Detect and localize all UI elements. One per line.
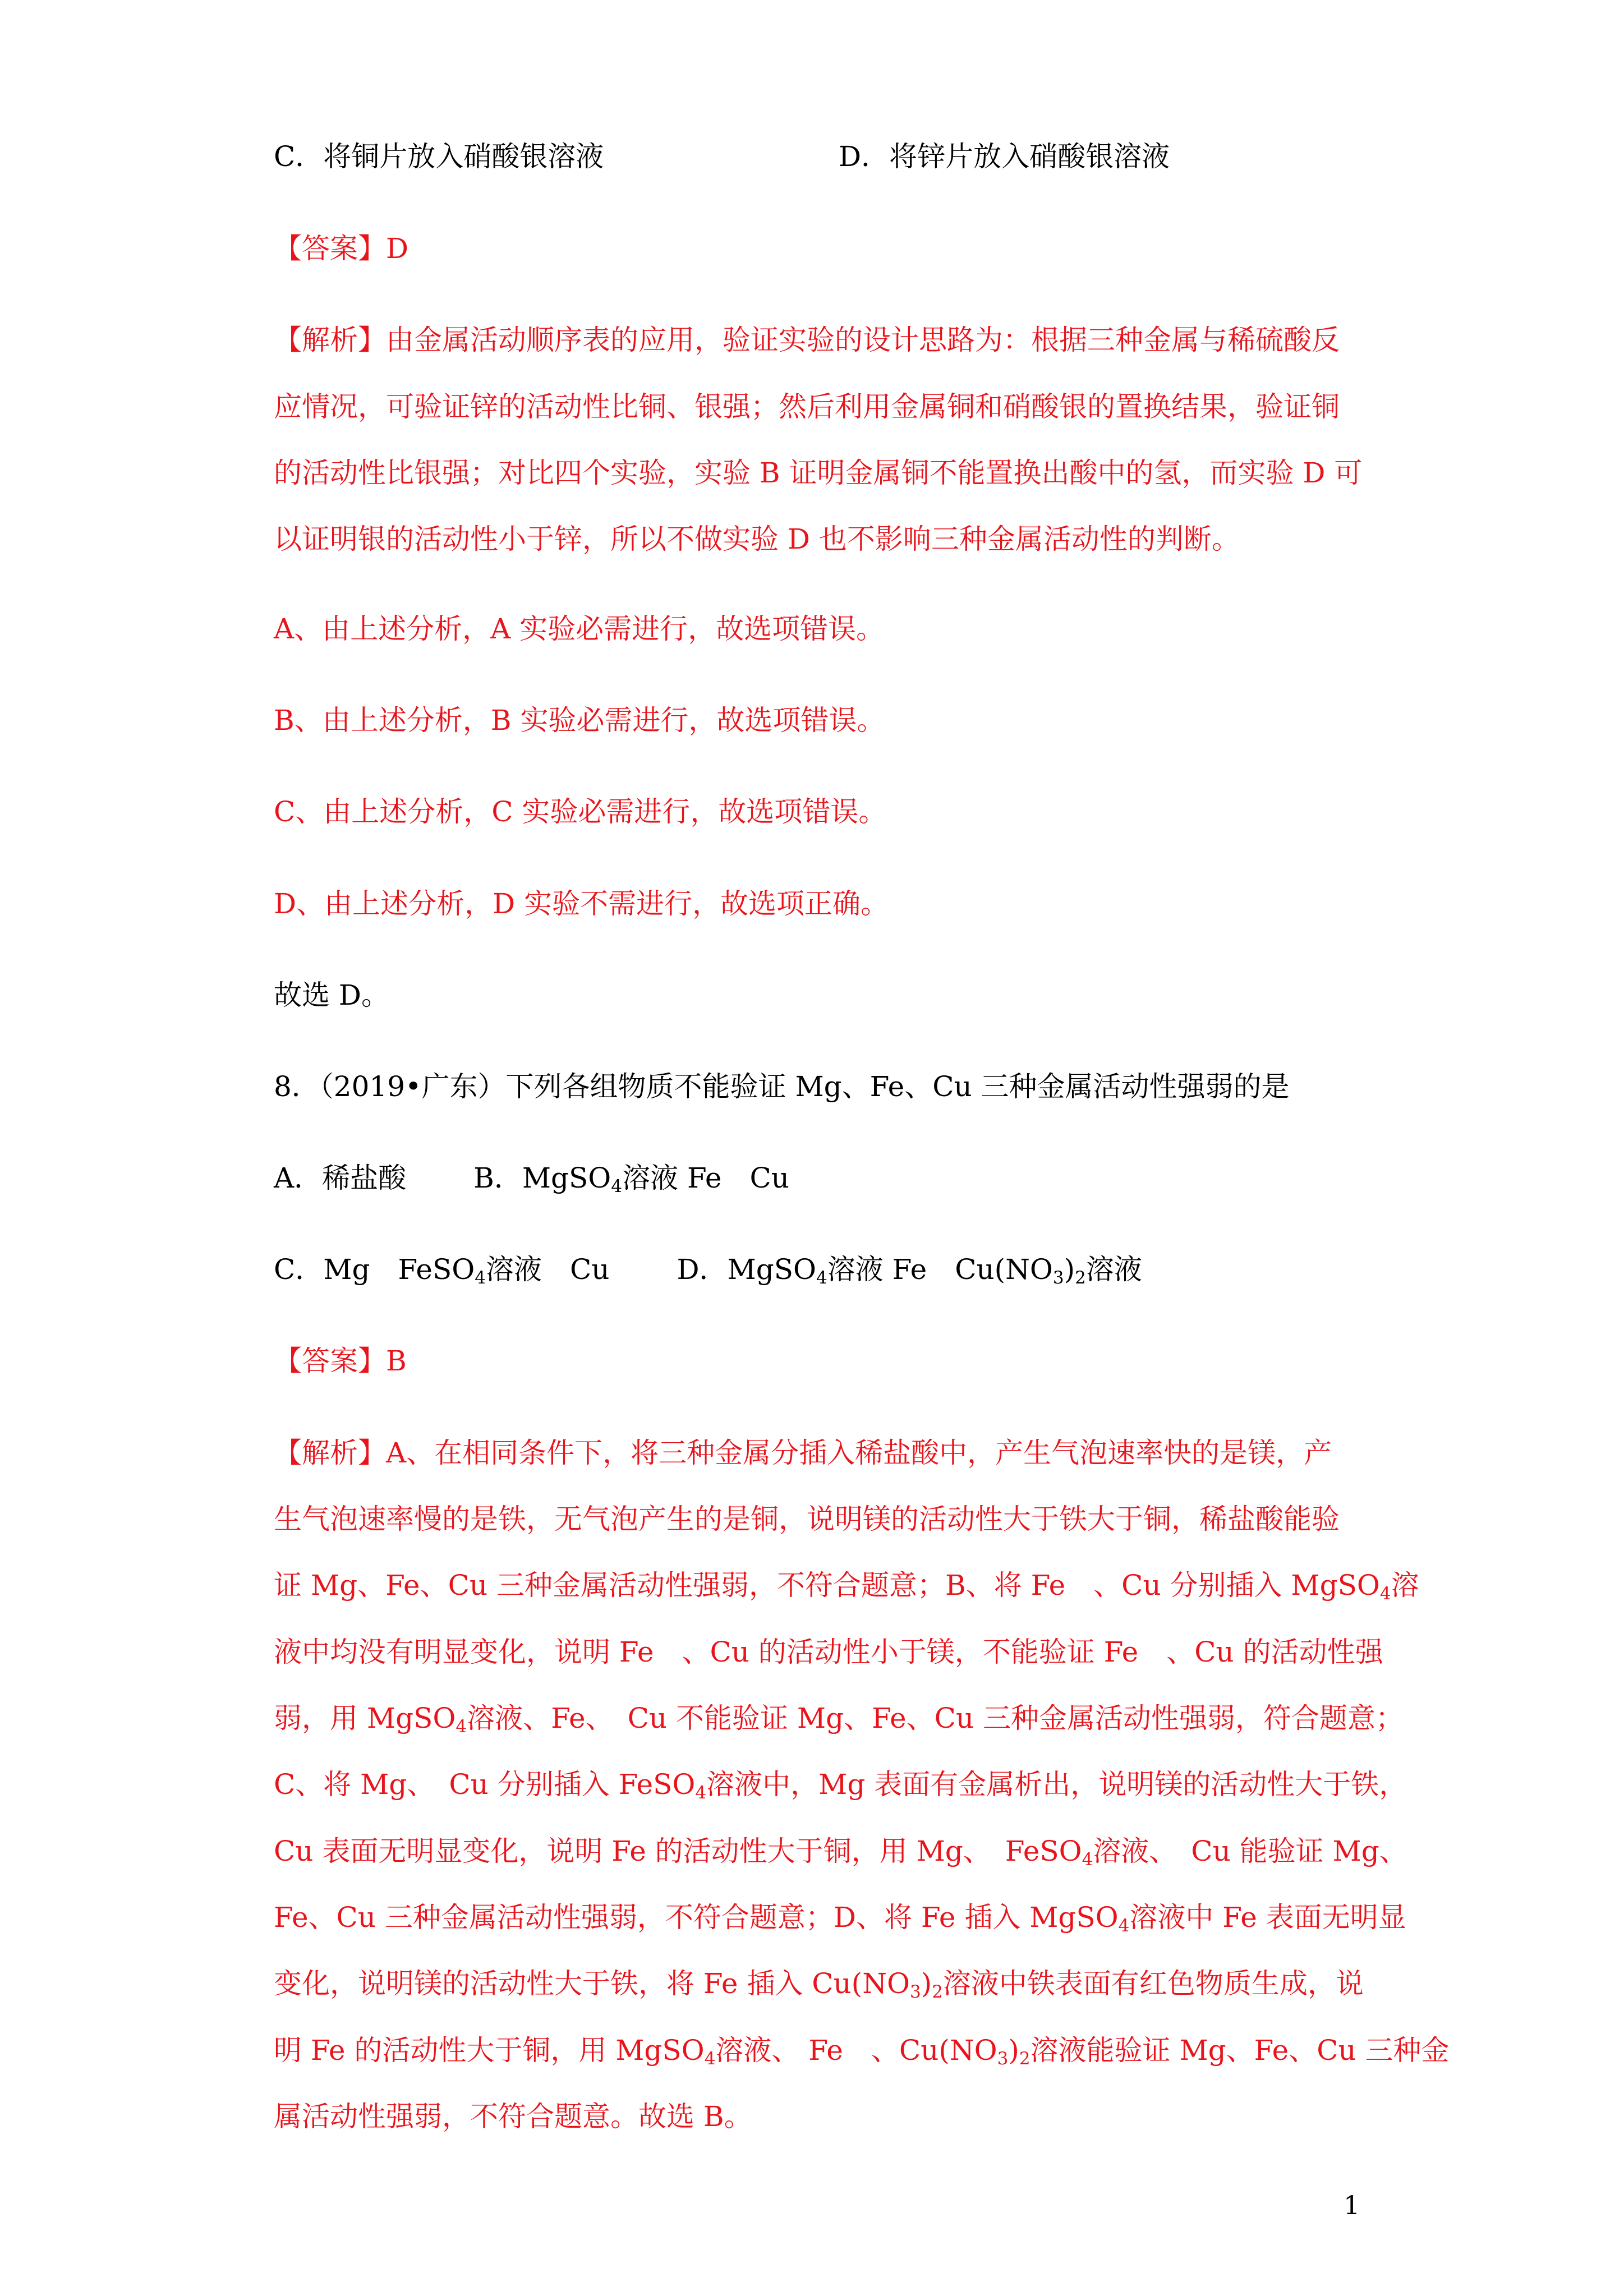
answer-bracket: 【答案】: [274, 1345, 386, 1377]
analysis-q8-line-9: 变化，说明镁的活动性大于铁，将 Fe 插入 $Cu(NO_3)_2$溶液中铁表面有红色物质生成，说: [274, 1967, 1364, 2002]
option-b-q8: B．MgSO$_4$溶液 Fe Cu: [473, 1162, 789, 1197]
option-d-q7: D．将锌片放入硝酸银溶液: [839, 140, 1170, 173]
answer-q7: [274, 234, 408, 263]
option-a-q8: A．稀盐酸: [274, 1162, 407, 1194]
analysis-tag: 【解析】: [274, 324, 386, 356]
question-8-options-ab: [274, 1162, 789, 1197]
option-d-q8: D．MgSO$_4$溶液 Fe $Cu(NO_3)_2$溶液: [677, 1253, 1142, 1288]
answer-q8: [274, 1347, 407, 1375]
analysis-q7-item-c: C、由上述分析，C 实验必需进行，故选项错误。: [274, 795, 887, 828]
analysis-q7-item-a: A、由上述分析，A 实验必需进行，故选项错误。: [274, 613, 885, 645]
analysis-q8-line-7: Cu 表面无明显变化，说明 Fe 的活动性大于铜，用 Mg、 FeSO$_4$溶液、 Cu 能验证 Mg、: [274, 1835, 1407, 1870]
answer-value: D: [386, 232, 409, 265]
question-8-options-cd: [274, 1253, 1142, 1288]
answer-value: B: [386, 1345, 407, 1377]
analysis-tag: 【解析】: [274, 1437, 386, 1469]
option-c-q7: C．将铜片放入硝酸银溶液: [274, 140, 604, 173]
option-c-q8: C．Mg FeSO$_4$溶液 Cu: [274, 1253, 610, 1288]
analysis-q7-line-1: [274, 326, 1340, 354]
analysis-q8-line-10: 明 Fe 的活动性大于铜，用 MgSO$_4$溶液、 Fe 、$Cu(NO_3)_2$溶液能验证 Mg、Fe、Cu 三种金: [274, 2034, 1450, 2069]
answer-bracket: 【答案】: [274, 232, 386, 265]
analysis-q8-line-1: 【解析】A、在相同条件下，将三种金属分插入稀盐酸中，产生气泡速率快的是镁，产: [274, 1437, 1332, 1469]
analysis-q7-line-2: 应情况，可验证锌的活动性比铜、银强；然后利用金属铜和硝酸银的置换结果，验证铜: [274, 390, 1340, 423]
analysis-q7-line-3: 的活动性比银强；对比四个实验，实验 B 证明金属铜不能置换出酸中的氢，而实验 D 可: [274, 457, 1363, 489]
analysis-q7-item-b: B、由上述分析，B 实验必需进行，故选项错误。: [274, 704, 885, 737]
page-number: 1: [1344, 2190, 1360, 2220]
analysis-q7-item-d: D、由上述分析，D 实验不需进行，故选项正确。: [274, 887, 889, 920]
analysis-q8-line-8: Fe、Cu 三种金属活动性强弱，不符合题意；D、将 Fe 插入 MgSO$_4$溶液中 Fe 表面无明显: [274, 1901, 1406, 1936]
analysis-q8-line-4: 液中均没有明显变化，说明 Fe 、Cu 的活动性小于镁，不能验证 Fe 、Cu 的活动性强: [274, 1636, 1383, 1668]
analysis-text: 由金属活动顺序表的应用，验证实验的设计思路为：根据三种金属与稀硫酸反: [386, 324, 1340, 356]
analysis-q7-conclusion: 故选 D。: [274, 979, 389, 1011]
analysis-q8-line-6: C、将 Mg、 Cu 分别插入 FeSO$_4$溶液中，Mg 表面有金属析出，说明镁的活动性大于铁，: [274, 1768, 1407, 1803]
analysis-q8-line-5: 弱，用 MgSO$_4$溶液、Fe、 Cu 不能验证 Mg、Fe、Cu 三种金属活动性强弱，符合题意；: [274, 1702, 1404, 1737]
analysis-q8-line-2: 生气泡速率慢的是铁，无气泡产生的是铜，说明镁的活动性大于铁大于铜，稀盐酸能验: [274, 1503, 1340, 1535]
analysis-q7-line-4: 以证明银的活动性小于锌，所以不做实验 D 也不影响三种金属活动性的判断。: [274, 523, 1240, 555]
analysis-q8-line-11: 属活动性强弱，不符合题意。故选 B。: [274, 2100, 752, 2133]
analysis-q8-line-3: 证 Mg、Fe、Cu 三种金属活动性强弱，不符合题意；B、将 Fe 、Cu 分别插入 MgSO$_4$溶: [274, 1569, 1419, 1604]
question-8-stem: 8．（2019•广东）下列各组物质不能验证 Mg、Fe、Cu 三种金属活动性强弱的是: [274, 1070, 1290, 1103]
